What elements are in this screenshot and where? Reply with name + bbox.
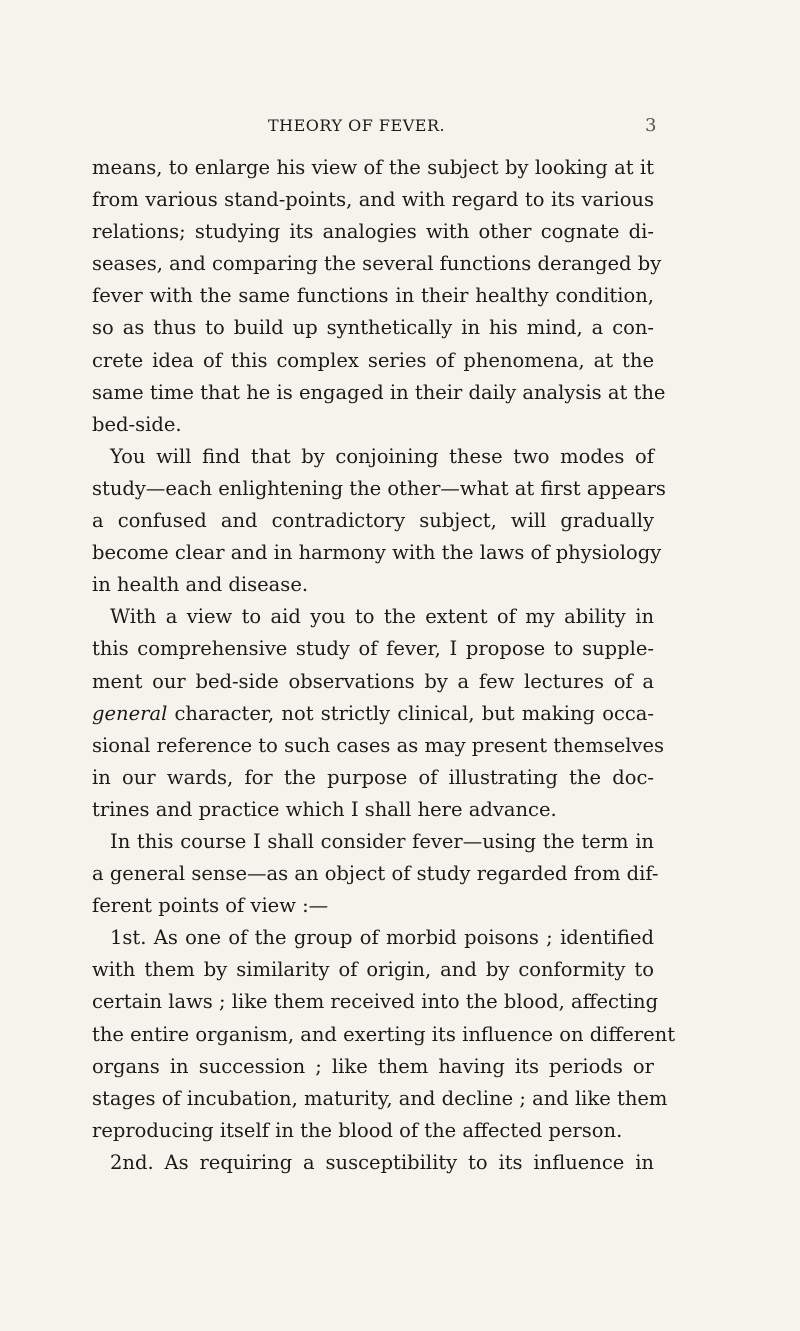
text-line: sional reference to such cases as may present themselves: [92, 733, 665, 757]
paragraph-start-line: 2nd. As requiring a susceptibility to its influence in: [110, 1150, 654, 1174]
text-line: crete idea of this complex series of phenomena, at the: [92, 348, 654, 372]
italic-word: general: [92, 701, 168, 725]
text-line: in health and disease.: [92, 573, 309, 597]
paragraph-start-line: In this course I shall consider fever—using the term in: [110, 829, 654, 853]
text-line: the entire organism, and exerting its influence on different: [92, 1022, 676, 1046]
text-line: same time that he is engaged in their daily analysis at the: [92, 380, 666, 404]
text-line: relations; studying its analogies with other cognate di-: [92, 220, 654, 244]
text-line: certain laws ; like them received into the blood, affecting: [92, 990, 659, 1014]
text-line: bed-side.: [92, 412, 182, 436]
text-line: reproducing itself in the blood of the affected person.: [92, 1118, 623, 1142]
text-line: from various stand-points, and with regard to its various: [92, 188, 654, 212]
text-line: in our wards, for the purpose of illustrating the doc-: [92, 765, 654, 789]
text-line: a confused and contradictory subject, will gradually: [92, 509, 654, 533]
running-title: THEORY OF FEVER.: [268, 116, 446, 135]
page-number: 3: [645, 115, 657, 136]
text-line-remainder: character, not strictly clinical, but making occa-: [174, 701, 654, 725]
text-line: a general sense—as an object of study regarded from dif-: [92, 862, 659, 886]
text-line: become clear and in harmony with the laws of physiology: [92, 541, 662, 565]
body-text: [92, 152, 676, 1179]
text-line: this comprehensive study of fever, I propose to supple-: [92, 637, 654, 661]
paragraph-start-line: With a view to aid you to the extent of my ability in: [110, 605, 654, 629]
text-line: so as thus to build up synthetically in his mind, a con-: [92, 316, 654, 340]
text-line: trines and practice which I shall here advance.: [92, 797, 557, 821]
text-line: organs in succession ; like them having its periods or: [92, 1054, 654, 1078]
paragraph-start-line: You will find that by conjoining these two modes of: [110, 444, 654, 468]
text-line-with-italic: [92, 698, 654, 730]
text-line: means, to enlarge his view of the subject by looking at it: [92, 156, 654, 179]
text-line: study—each enlightening the other—what at first appears: [92, 476, 666, 500]
text-line: stages of incubation, maturity, and decline ; and like them: [92, 1086, 668, 1110]
text-line: ferent points of view :—: [92, 894, 329, 918]
text-line: ment our bed-side observations by a few lectures of a: [92, 669, 654, 693]
paragraph-start-line: 1st. As one of the group of morbid poisons ; identified: [110, 926, 654, 950]
running-header: [0, 113, 800, 139]
text-line: with them by similarity of origin, and by conformity to: [92, 958, 654, 982]
text-line: seases, and comparing the several functions deranged by: [92, 252, 662, 276]
text-line: fever with the same functions in their healthy condition,: [92, 284, 654, 308]
